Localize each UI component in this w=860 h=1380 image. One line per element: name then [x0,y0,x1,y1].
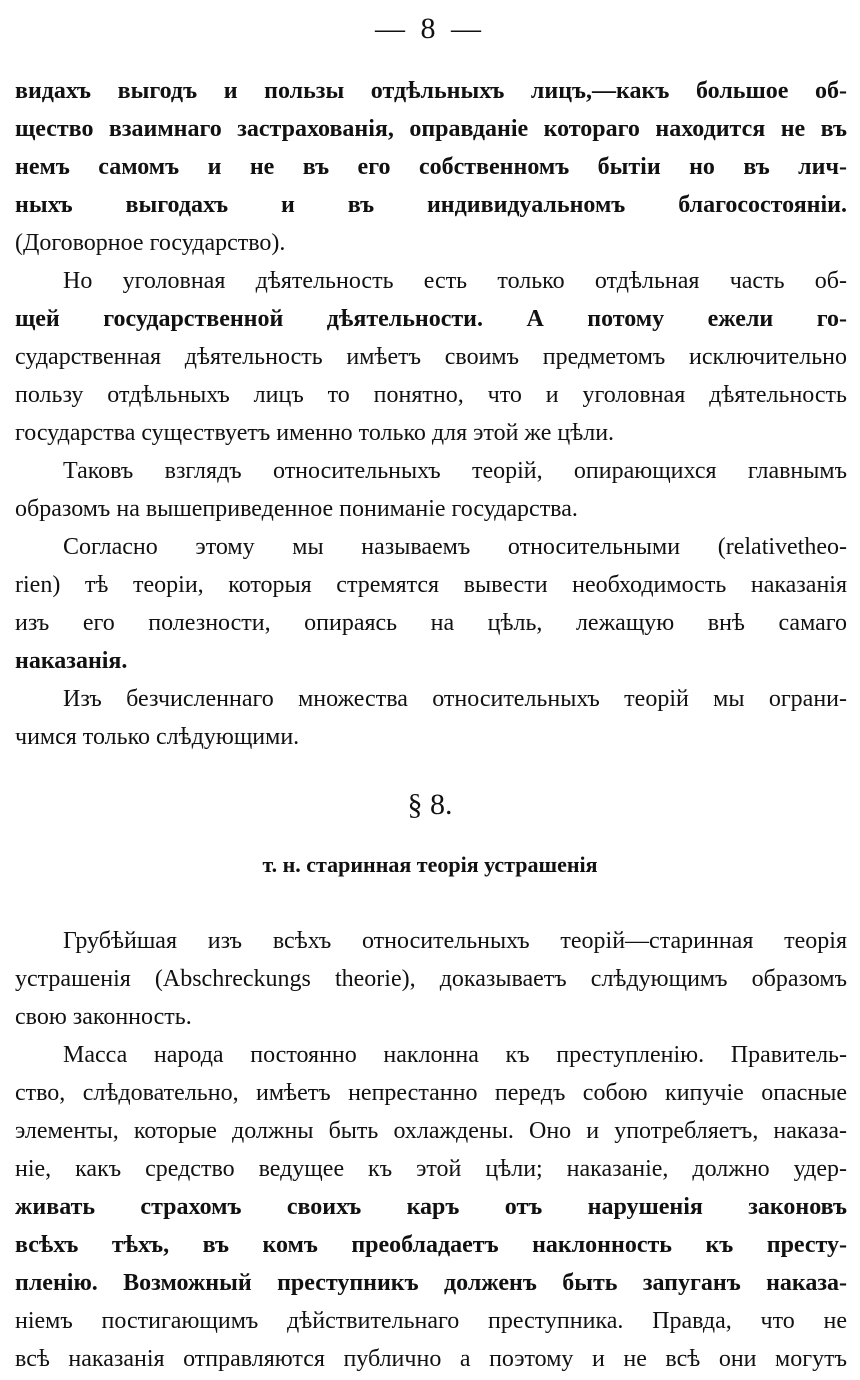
text-line: всѣ наказанія отправляются публично а поэтому и не всѣ они могутъ [15,1346,847,1372]
text-line: изъ его полезности, опираясь на цѣль, лежащую внѣ самаго [15,610,847,636]
text-line: немъ самомъ и не въ его собственномъ бытіи но въ лич- [15,154,847,180]
text-line: (Договорное государство). [15,230,286,256]
text-line: Грубѣйшая изъ всѣхъ относительныхъ теорій—старинная теорія [63,928,847,954]
text-line: наказанія. [15,648,128,674]
text-line: устрашенія (Abschreckungs theorie), доказываетъ слѣдующимъ образомъ [15,966,847,992]
text-line: чимся только слѣдующими. [15,724,300,750]
text-line: щество взаимнаго застрахованія, оправданіе котораго находится не въ [15,116,847,142]
text-line: пользу отдѣльныхъ лицъ то понятно, что и уголовная дѣятельность [15,382,847,408]
text-line: свою законность. [15,1004,192,1030]
text-line: ство, слѣдовательно, имѣетъ непрестанно передъ собою кипучіе опасные [15,1080,847,1106]
text-line: государства существуетъ именно только для этой же цѣли. [15,420,615,446]
text-line: видахъ выгодъ и пользы отдѣльныхъ лицъ,—какъ большое об- [15,78,847,104]
text-line: живать страхомъ своихъ каръ отъ нарушенія законовъ [15,1194,847,1220]
section-number: § 8. [407,788,453,821]
text-line: Но уголовная дѣятельность есть только отдѣльная часть об- [63,268,847,294]
text-line: ніемъ постигающимъ дѣйствительнаго преступника. Правда, что не [15,1308,847,1334]
text-line: Таковъ взглядъ относительныхъ теорій, опирающихся главнымъ [63,458,847,484]
section-title: т. н. старинная теорія устрашенія [262,852,598,877]
text-line: Масса народа постоянно наклонна къ преступленію. Правитель- [63,1042,847,1068]
text-line: пленію. Возможный преступникъ долженъ быть запуганъ наказа- [15,1270,847,1296]
text-block-2 [15,922,847,1378]
text-line: ныхъ выгодахъ и въ индивидуальномъ благосостояніи. [15,192,847,218]
text-line: элементы, которые должны быть охлаждены. Оно и употребляетъ, наказа- [15,1118,847,1144]
text-block-1 [15,72,847,756]
text-line: образомъ на вышеприведенное пониманіе государства. [15,496,578,522]
text-line: всѣхъ тѣхъ, въ комъ преобладаетъ наклонность къ престу- [15,1232,847,1258]
text-line: Изъ безчисленнаго множества относительныхъ теорій мы ограни- [63,686,847,712]
text-line: щей государственной дѣятельности. А потому ежели го- [15,306,847,332]
text-line: ніе, какъ средство ведущее къ этой цѣли; наказаніе, должно удер- [15,1156,847,1182]
text-line: rien) тѣ теоріи, которыя стремятся вывести необходимость наказанія [15,572,847,598]
page-number: — 8 — [375,12,485,45]
text-line: сударственная дѣятельность имѣетъ своимъ предметомъ исключительно [15,344,847,370]
text-line: Согласно этому мы называемъ относительными (relativetheo- [63,534,847,560]
